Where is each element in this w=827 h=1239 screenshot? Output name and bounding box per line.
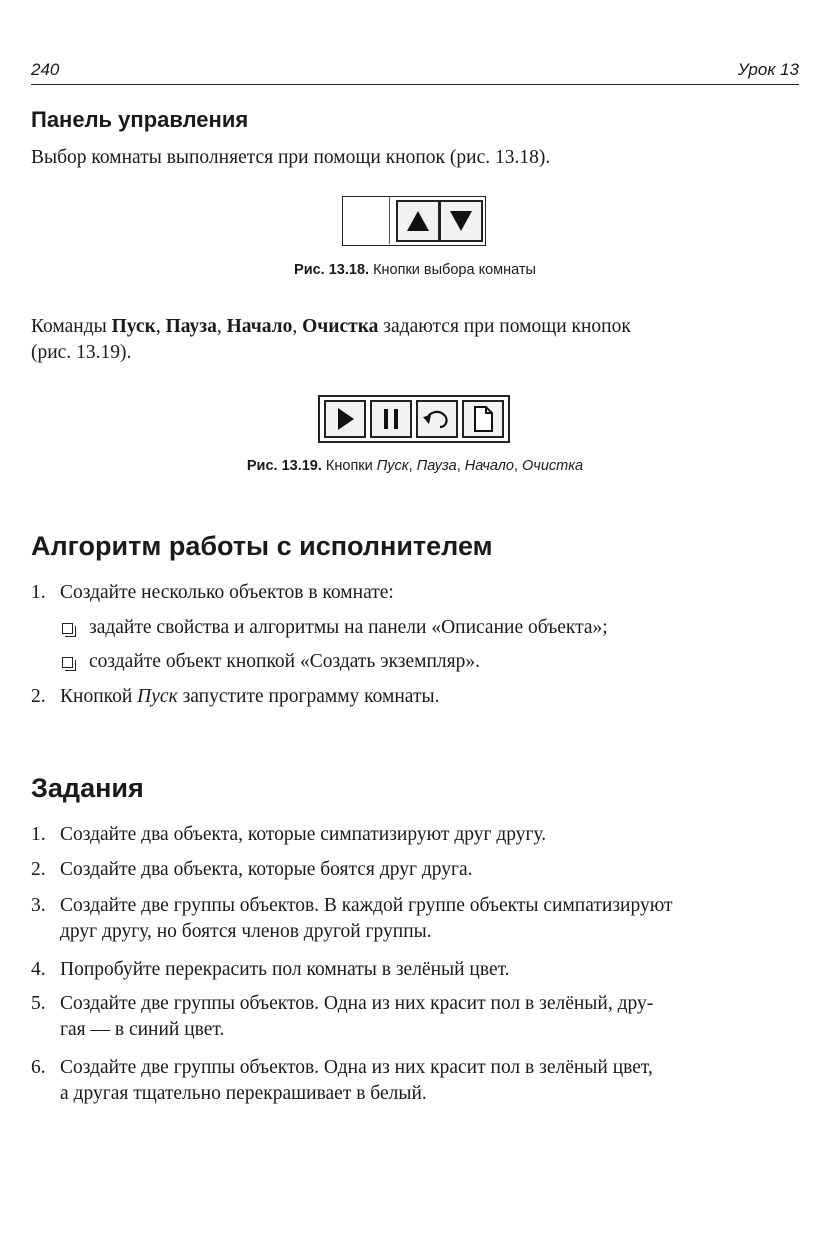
item2-start: Пуск [137, 686, 178, 707]
figure-caption-13-19: Рис. 13.19. Кнопки Пуск, Пауза, Начало, Очистка [246, 458, 584, 474]
figure-caption-13-18 [31, 262, 799, 278]
task-line: а другая тщательно перекрашивает в белый. [60, 1083, 427, 1104]
task-text: Создайте два объекта, которые симпатизируют друг другу. [60, 824, 547, 845]
task-number: 4. [31, 959, 46, 980]
commands-ref: (рис. 13.19). [31, 342, 132, 363]
command-begin: Начало [226, 316, 293, 337]
task-line: Создайте две группы объектов. Одна из них красит пол в зелёный, дру- [60, 993, 654, 1014]
commands-tail: задаются при помощи кнопок [383, 316, 631, 337]
caption-pause: Пауза [416, 458, 457, 474]
commands-prefix: Команды [31, 316, 107, 337]
new-page-icon [464, 402, 502, 436]
command-pause: Пауза [165, 316, 217, 337]
task-text [60, 1055, 799, 1107]
task-number: 3. [31, 895, 46, 916]
running-header [31, 58, 799, 85]
item-number: 1. [31, 582, 46, 603]
task-line: Создайте две группы объектов. В каждой группе объекты симпатизируют [60, 895, 673, 916]
lesson-label: Урок 13 [737, 60, 799, 79]
item-text [60, 684, 799, 710]
command-clear: Очистка [302, 316, 379, 337]
checkbox-bullet-icon [62, 657, 73, 668]
figure-caption-text: Кнопки выбора комнаты [373, 262, 536, 278]
algorithm-bullet-2 [31, 649, 799, 675]
task-number: 1. [31, 824, 46, 845]
task-text: Попробуйте перекрасить пол комнаты в зелёный цвет. [60, 959, 510, 980]
arrow-up-icon [398, 202, 438, 240]
pause-icon [372, 402, 410, 436]
task-number: 5. [31, 993, 46, 1014]
algorithm-item-2 [31, 684, 799, 710]
play-icon [326, 402, 364, 436]
room-up-button [396, 200, 440, 242]
task-line: Создайте две группы объектов. Одна из них красит пол в зелёный цвет, [60, 1057, 653, 1078]
caption-prefix: Кнопки [325, 458, 373, 474]
undo-icon [418, 402, 456, 436]
control-panel-intro: Выбор комнаты выполняется при помощи кнопок (рис. 13.18). [31, 147, 551, 168]
algorithm-bullet-1 [31, 615, 799, 641]
figure-label: Рис. 13.18. [294, 262, 370, 278]
task-text: Создайте два объекта, которые боятся друг друга. [60, 859, 473, 880]
item-text: Создайте несколько объектов в комнате: [60, 582, 394, 603]
item2-prefix: Кнопкой [60, 686, 133, 707]
page-number: 240 [31, 60, 60, 79]
empty-panel-area [343, 197, 390, 244]
book-page [31, 0, 799, 1239]
clear-button [462, 400, 504, 438]
pause-button [370, 400, 412, 438]
room-selection-buttons-figure [342, 196, 486, 246]
command-start: Пуск [111, 316, 156, 337]
caption-begin: Начало [464, 458, 514, 474]
reset-button [416, 400, 458, 438]
item2-suffix: запустите программу комнаты. [182, 686, 440, 707]
bullet-text: задайте свойства и алгоритмы на панели «Описание объекта»; [89, 617, 608, 638]
figure-label: Рис. 13.19. [246, 458, 322, 474]
task-text [60, 893, 799, 945]
section-title-control-panel: Панель управления [31, 107, 249, 132]
caption-clear: Очистка [522, 458, 584, 474]
caption-start: Пуск [376, 458, 409, 474]
commands-paragraph: Команды Пуск, Пауза, Начало, Очистка задаются при помощи кнопок (рис. 13.19). [31, 316, 631, 363]
control-buttons-figure [318, 395, 510, 443]
section-title-algorithm: Алгоритм работы с исполнителем [31, 531, 493, 561]
item-number: 2. [31, 686, 46, 707]
section-title-tasks: Задания [31, 773, 144, 803]
task-number: 6. [31, 1057, 46, 1078]
start-button [324, 400, 366, 438]
task-line: гая — в синий цвет. [60, 1019, 225, 1040]
bullet-text: создайте объект кнопкой «Создать экземпляр». [89, 651, 481, 672]
task-line: друг другу, но боятся членов другой группы. [60, 921, 432, 942]
task-number: 2. [31, 859, 46, 880]
room-down-button [439, 200, 483, 242]
checkbox-bullet-icon [62, 623, 73, 634]
algorithm-item-1 [31, 580, 799, 606]
arrow-down-icon [441, 202, 481, 240]
task-text [60, 991, 799, 1043]
